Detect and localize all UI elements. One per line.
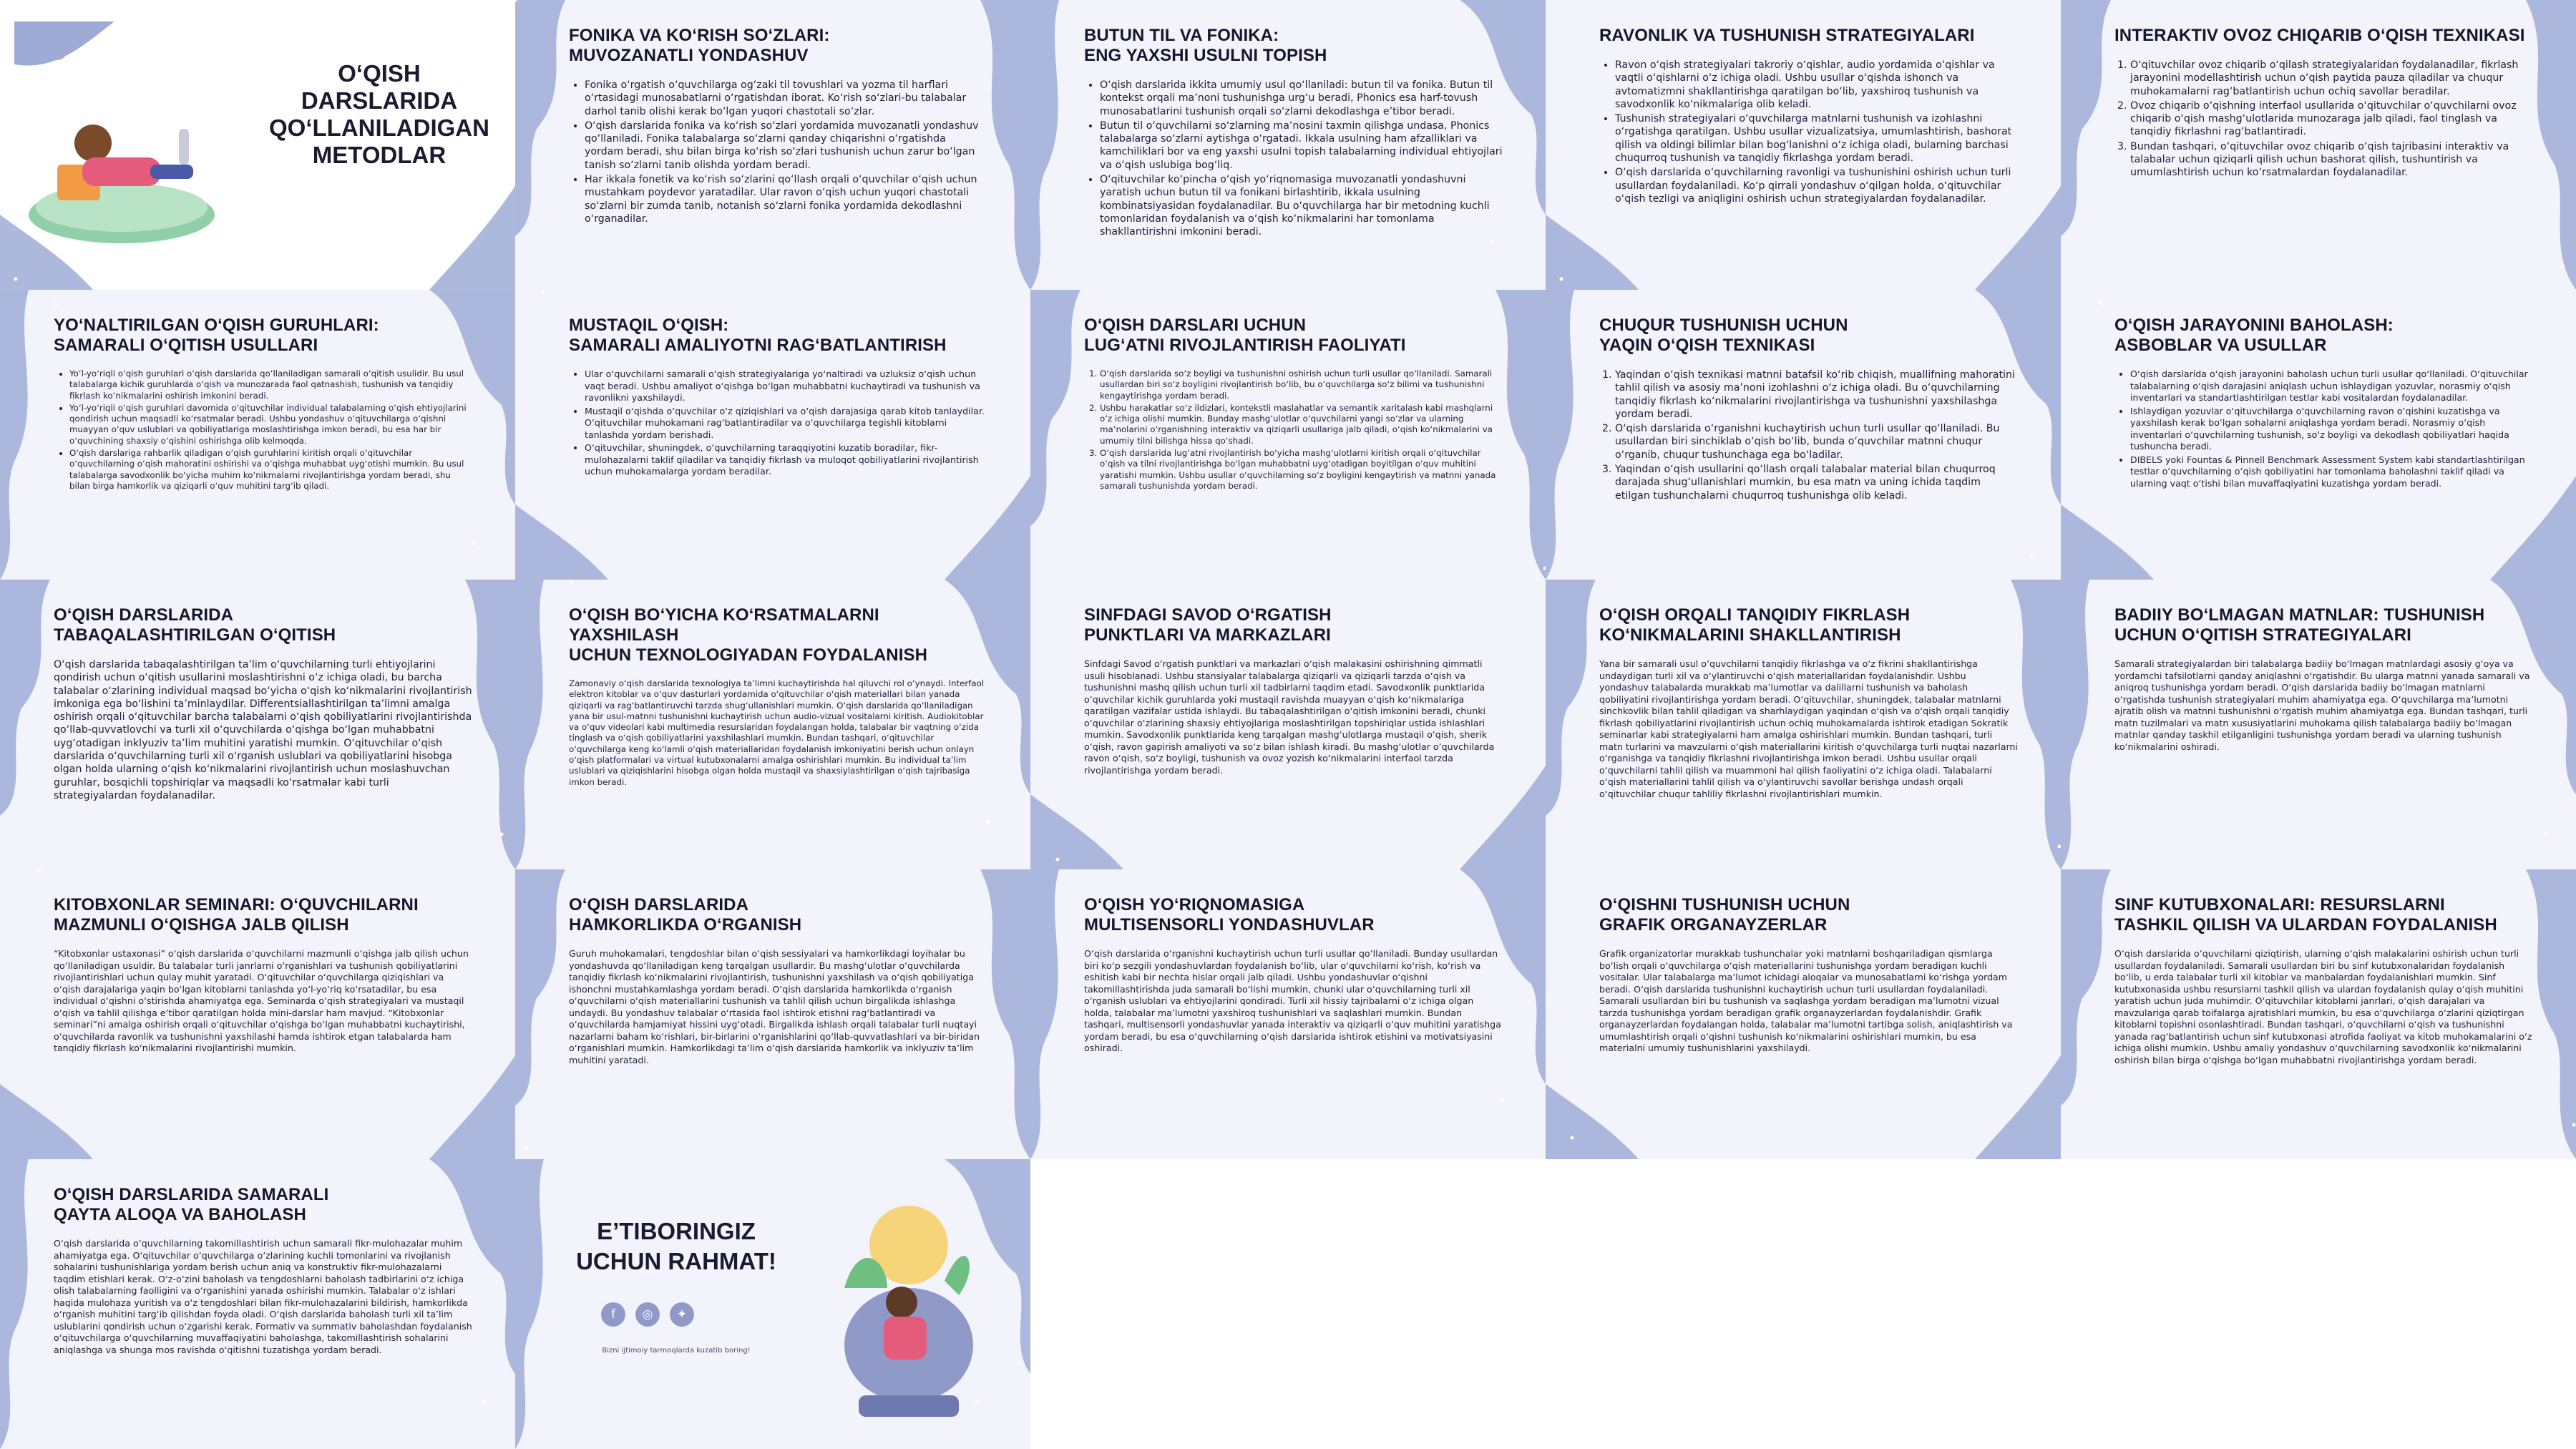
slide-title: O‘QISH JARAYONINI BAHOLASH: ASBOBLAR VA USULLAR [2114,316,2394,355]
slide-paragraph: O‘qish darslarida o‘quvchilarning takomillashtirish uchun samarali fikr-mulohazalar muhim ahamiyatga ega. O‘qituvchilar o‘quvchilarga o‘zlarining kuchli tomonlarini va rivojlanish sohalarini tushunishlariga yordam berish uchun aniq va konstruktiv fikr-mulohazalarni taqdim etishlari kerak. O‘z-o‘zini baholash va tengdoshlarni baholash tadbirlarini o‘z ichiga olish talabalarning faolligini va o‘rganishini yanada oshirishi mumkin. Talabalar o‘z ishlari haqida mulohaza yuritish va o‘z tengdoshlari bilan fikr-mulohazalarini bildirish, hamkorlikda o‘rganish muhitini targ‘ib qilishdan foyda oladi. O‘qish darslarida baholash turli xil ta’lim uslublarini qondirish uchun o‘zgarishi kerak. Formativ va summativ baholashdan foydalanish o‘qituvchilarga o‘quvchilarning muvaffaqiyatini baholashga, takomillashtirish sohalarini aniqlashga va shunga mos ravishda o‘qitishni tuzatishga yordam beradi. [54,1238,472,1355]
content-slide [515,580,1030,869]
content-slide [2061,580,2576,869]
slide-title: INTERAKTIV OVOZ CHIQARIB O‘QISH TEXNIKASI [2114,26,2525,45]
content-slide [1546,290,2061,580]
list-item: 1. Yaqindan o‘qish texnikasi matnni batafsil ko‘rib chiqish, muallifning mahoratini tahlil qilish va asosiy ma’noni izohlashni o‘z ichiga oladi. Bu o‘quvchilarning tanqidiy fikrlash ko‘nikmalarini rivojlantirishga va tushunishni yaxshilashga yordam beradi. [1615,369,2018,421]
slide-content [1084,895,1503,1151]
slide-content [2114,26,2533,281]
list-item: 2. Ovoz chiqarib o‘qishning interfaol usullarida o‘qituvchilar o‘quvchilarni ovoz chiqarib o‘qish mashg‘ulotlarida munozaraga jalb qiladi, faol tinglash va tanqidiy fikrlashni rag‘batlantiradi. [2130,99,2533,139]
list-item: • DIBELS yoki Fountas & Pinnell Benchmark Assessment System kabi standartlashtirilgan testlar o‘quvchilarning o‘qish qobiliyatini har tomonlama baholashni taklif qiladi va ularning vaqt o‘tishi bilan muvaffaqiyatini kuzatishga yordam beradi. [2130,454,2533,490]
slide-title: O‘QISH DARSLARI UCHUN LUG‘ATNI RIVOJLANTIRISH FAOLIYATI [1084,316,1406,355]
list-item: 2. Ushbu harakatlar so‘z ildizlari, kontekstli maslahatlar va semantik xaritalash kabi mashqlarni o‘z ichiga olishi mumkin. Bunday mashg‘ulotlar o‘quvchilarni yangi so‘zlar va ularning ma’nolarini o‘rganishning interaktiv va qiziqarli usullariga jalb qiladi, o‘qish ko‘nikmalarini va umumiy tilni bilishga hissa qo‘shadi. [1100,403,1503,447]
empty-area [1030,1159,2576,1449]
slide-paragraph: Yana bir samarali usul o‘quvchilarni tanqidiy fikrlashga va o‘z fikrini shakllantirishga undaydigan turli xil va o‘ylantiruvchi o‘qish materiallaridan foydalanishdir. Ushbu yondashuv talabalarda murakkab ma’lumotlar va dalillarni tushunish va baholash qobiliyatini rivojlantirishga yordam beradi. O‘qituvchilar, shuningdek, talabalar matnlarni sinchkovlik bilan tahlil qiladigan va sharhlaydigan yaqindan o‘qish va o‘qish orqali tanqidiy fikrlash qobiliyatlarini rivojlantirish uchun ochiq muhokamalarda ishtirok etadigan Sokratik seminarlar kabi strategiyalarni ham amalga oshirishlari mumkin. Bundan tashqari, turli matn turlarini va mavzularni o‘qish materiallarini kiritish o‘quvchilarga turli nuqtai nazarlarni o‘rganishga va tanqidiy fikrlashni rivojlantirishga imkon beradi. Ushbu usullar orqali o‘quvchilarni tahlil qilish va muammoni hal qilish faoliyatini o‘z ichiga oladi. Talabalarni o‘qish materiallarini tahlil qilish va o‘ylantiruvchi savollar berishga undash orqali o‘qituvchilar chuqur tahliliy fikrlashni rivojlantirishlari mumkin. [1599,658,2018,799]
slide-content [2114,895,2533,1151]
slide-content [1599,895,2018,1151]
slide-title: O‘QISHNI TUSHUNISH UCHUN GRAFIK ORGANAYZERLAR [1599,895,1850,935]
list-item: 2. O‘qish darslarida o‘rganishni kuchaytirish uchun turli usullar qo‘llaniladi. Bu usullardan biri sinchiklab o‘qish bo‘lib, bunda o‘quvchilar matnni chuqur o‘rganib, chuqur tushunchaga ega bo‘ladilar. [1615,422,2018,462]
slide-content [1599,316,2018,571]
slide-title: BADIIY BO‘LMAGAN MATNLAR: TUSHUNISH UCHUN O‘QITISH STRATEGIYALARI [2114,605,2485,645]
bullet-list [2114,369,2533,489]
slide-title: O‘QISH YO‘RIQNOMASIGA MULTISENSORLI YONDASHUVLAR [1084,895,1375,935]
slide-paragraph: O‘qish darslarida tabaqalashtirilgan ta’lim o‘quvchilarning turli ehtiyojlarini qondirish uchun o‘qitish usullarini moslashtirishni o‘z ichiga oladi, bu barcha talabalar o‘zlarining individual maqsad bo‘yicha o‘qish ko‘nikmalarini rivojlantirish imkoniga ega bo‘lishini ta’minlaydilar. Differentsiallashtirilgan ta’limni amalga oshirish orqali o‘qituvchilar barcha talabalarni o‘qish qobiliyatlarini rivojlantirishda qo‘llab-quvvatlovchi va turli xil o‘quvchilarda o‘qishga bo‘lgan muhabbatni uyg‘otadigan inklyuziv ta’lim muhitini yaratishi mumkin. O‘qituvchilar o‘qish darslarida o‘quvchilarning turli xil o‘rganish uslublari va qobiliyatlarini hisobga olgan holda ularning o‘qish ko‘nikmalarini rivojlantirish uchun moslashuvchan guruhlar, bosqichli topshiriqlar va maqsadli ko‘rsatmalar kabi turli strategiyalardan foydalanadilar. [54,659,472,801]
slide-title: KITOBXONLAR SEMINARI: O‘QUVCHILARNI MAZMUNLI O‘QISHGA JALB QILISH [54,895,419,935]
content-slide [1030,290,1546,580]
slide-title: YO‘NALTIRILGAN O‘QISH GURUHLARI: SAMARALI O‘QITISH USULLARI [54,316,379,355]
presentation-title: O‘QISH DARSLARIDA QO‘LLANILADIGAN METODLAR [269,60,489,168]
bullet-list [569,79,987,225]
instagram-icon[interactable]: ◎ [635,1302,660,1327]
slide-paragraph: Grafik organizatorlar murakkab tushunchalar yoki matnlarni boshqariladigan qismlarga bo‘lish orqali o‘quvchilarga o‘qish materiallarini tushunishga yordam beradigan kuchli vositalar. Ular talabalarga ma’lumot ichidagi aloqalar va munosabatlarni ko‘rishga yordam beradi. O‘qish darslarida tushunishni kuchaytirish uchun turli usullardan foydalaniladi. Samarali usullardan biri bu tushunish va saqlashga yordam beradigan ma’lumotni vizual tarzda tushunishga yordam beradigan grafik organayzerlardan foydalanishdir. Grafik organayzerlardan foydalangan holda, talabalar ma’lumotni tartibga solish, aniqlashtirish va umumlashtirish orqali o‘qishni tushunish ko‘nikmalarini oshirishlari mumkin, bu esa materialni umumiy tushunishlarini yaxshilaydi. [1599,948,2013,1053]
list-item: 1. O‘qituvchilar ovoz chiqarib o‘qilash strategiyalaridan foydalanadilar, fikrlash jarayonini modellashtirish uchun o‘qish paytida pauza qiladilar va chuqur muhokamalarni rag‘batlantirish uchun ochiq savollar beradilar. [2130,59,2533,98]
reading-chair-illustration [801,1181,1016,1438]
slide-paragraph: Zamonaviy o‘qish darslarida texnologiya ta’limni kuchaytirishda hal qiluvchi rol o‘ynaydi. Interfaol elektron kitoblar va o‘quv dasturlari yordamida o‘qituvchilar o‘qish materiallari bilan yanada qiziqarli va rag‘batlantiruvchi tarzda shug‘ullanishlari mumkin. O‘qish darslarida qo‘llaniladigan yana bir usul-matnni tushunishni kuchaytirish uchun audio-vizual vositalarni kiritish. Audiokitoblar va o‘quv videolari kabi multimedia resurslaridan foydalangan holda, talabalar bir vaqtning o‘zida tinglash va o‘qish qobiliyatlarini yaxshilashlari mumkin. Bundan tashqari, o‘qituvchilar o‘quvchilarga keng ko‘lamli o‘qish materiallaridan foydalanish imkoniyatini berish uchun onlayn o‘qish platformalari va virtual kutubxonalarni amalga oshirishlari mumkin. Bu individual ta’lim uslublari va qiziqishlarini hisobga olgan holda mustaqil va shaxsiylashtirilgan o‘qish tajribasiga imkon beradi. [569,678,985,787]
slide-content [54,1185,472,1440]
content-slide [1030,0,1546,290]
bullet-list [1084,79,1503,239]
thanks-title: E’TIBORINGIZ UCHUN RAHMAT! [576,1218,776,1274]
social-icons [601,1302,694,1327]
slide-title: O‘QISH DARSLARIDA TABAQALASHTIRILGAN O‘QITISH [54,605,336,645]
content-slide [1546,580,2061,869]
slide-title: O‘QISH ORQALI TANQIDIY FIKRLASH KO‘NIKMALARINI SHAKLLANTIRISH [1599,605,1911,645]
slide-content [1599,26,2018,281]
list-item: • Tushunish strategiyalari o‘quvchilarga matnlarni tushunish va izohlashni o‘rgatishga qaratilgan. Ushbu usullar vizualizatsiya, umumlashtirish, bashorat qilish va oldingi bilimlar bilan bog‘lanishni o‘z ichiga oladi, bularning barchasi chuqurroq tushunish va tanqidiy fikrlashga yordam beradi. [1615,112,2018,165]
slide-title: SINFDAGI SAVOD O‘RGATISH PUNKTLARI VA MARKAZLARI [1084,605,1332,645]
bullet-list [54,369,472,492]
slide-content [1084,605,1503,861]
numbered-list [1599,369,2018,502]
slide-title: O‘QISH BO‘YICHA KO‘RSATMALARNI YAXSHILASH UCHUN TEXNOLOGIYADAN FOYDALANISH [569,605,928,665]
content-slide [2061,869,2576,1159]
bullet-list [569,369,987,478]
bullet-list [1599,59,2018,205]
content-slide [515,869,1030,1159]
list-item: • Har ikkala fonetik va ko‘rish so‘zlarini qo‘llash orqali o‘quvchilar o‘qish uchun mustahkam poydevor yaratadilar. Ular ravon o‘qish uchun yuqori chastotali so‘zlarni bir zumda tanib, notanish so‘zlarni fonika yordamida dekodlashni o‘rganadilar. [585,173,987,225]
list-item: • O‘qituvchilar, shuningdek, o‘quvchilarning taraqqiyotini kuzatib boradilar, fikr-mulohazalarni taklif qiladilar va tanqidiy fikrlash va muloqot qobiliyatlarini rivojlantirish uchun muhokamalarga yordam beradilar. [585,442,987,478]
list-item: 1. O‘qish darslarida so‘z boyligi va tushunishni oshirish uchun turli usullar qo‘llaniladi. Samarali usullardan biri so‘z boyligini rivojlantirish bo‘lib, bu o‘quvchilarga so‘z bilimi va tushunishni kengaytirishga yordam beradi. [1100,369,1503,401]
slide-content [54,895,472,1151]
slide-content [2114,316,2533,571]
list-item: • Fonika o‘rgatish o‘quvchilarga og‘zaki til tovushlari va yozma til harflari o‘rtasidagi munosabatlarni o‘rgatishdan iborat. Ko‘rish so‘zlari-bu talabalar darhol tanib olishi kerak bo‘lgan yuqori chastotali so‘zlar. [585,79,987,118]
list-item: • O‘qish darslarida fonika va ko‘rish so‘zlari yordamida muvozanatli yondashuv qo‘llaniladi. Fonika talabalarga so‘zlarni qanday chiqarishni o‘rgatishda yordam beradi, shu bilan birga ko‘rish so‘zlari tushunish uchun zarur bo‘lgan tanish so‘zlarni tanib olishda yordam beradi. [585,119,987,172]
twitter-icon[interactable]: ✦ [670,1302,694,1327]
slide-paragraph: O‘qish darslarida o‘quvchilarni qiziqtirish, ularning o‘qish malakalarini oshirish uchun turli usullardan foydalaniladi. Samarali usullardan biri bu sinf kutubxonalaridan foydalanish bo‘lib, u erda talabalar turli xil kitoblar va manbalardan foydalanishlari mumkin. Sinf kutubxonasida ushbu resurslarni tashkil qilish va ulardan foydalanish qulay o‘qish muhitini yaratish uchun juda muhimdir. O‘qituvchilar kitoblarni janrlari, o‘qish darajalari va mavzulariga qarab toifalarga ajratishlari mumkin, bu esa o‘quvchilarga o‘zlarini qiziqtirgan kitoblarni topishni osonlashtiradi. Bundan tashqari, o‘quvchilarni o‘qish va tushunishni yanada rag‘batlantirish uchun sinf kutubxonasi atrofida faoliyat va kitob muhokamalarini o‘z ichiga olishi mumkin. Ushbu amaliy yondashuv o‘quvchilarning savodxonlik ko‘nikmalarini oshirish bilan birga o‘qishga bo‘lgan muhabbatni rivojlantirishga yordam beradi. [2114,948,2532,1065]
slide-paragraph: Sinfdagi Savod o‘rgatish punktlari va markazlari o‘qish malakasini oshirishning qimmatli usuli hisoblanadi. Ushbu stansiyalar talabalarga qiziqarli va qiziqarli tarzda o‘qish va tushunishni mashq qilish uchun turli xil tadbirlarni taqdim etadi. Savodxonlik punktlarida o‘quvchilar kichik guruhlarda yoki mustaqil ravishda muayyan o‘qish ko‘nikmalariga qaratilgan vazifalar ustida ishlaydi. Bu tabaqalashtirilgan o‘qitish imkonini beradi, chunki o‘quvchilar o‘zlarining shaxsiy ehtiyojlariga moslashtirilgan topshiriqlar ustida ishlashlari mumkin. Savodxonlik punktlarida keng tarqalgan mashg‘ulotlarga mustaqil o‘qish, sherik o‘qish, ravon gapirish amaliyoti va so‘z bilan ishlash kiradi. Bu mashg‘ulotlar o‘quvchilarda ravon o‘qish, so‘z boyligi, tushunish va ovoz yozish ko‘nikmalarini interfaol tarzda rivojlantirishga yordam beradi. [1084,658,1495,776]
slide-paragraph: Guruh muhokamalari, tengdoshlar bilan o‘qish sessiyalari va hamkorlikdagi loyihalar bu yondashuvda qo‘llaniladigan keng tarqalgan usullardir. Bu mashg‘ulotlar o‘quvchilarda tanqidiy fikrlash ko‘nikmalarini rivojlantirish, tushunishni yaxshilash va o‘qish qobiliyatiga ishonchni mustahkamlashga yordam beradi. O‘qish darslarida hamkorlikda o‘rganish o‘quvchilarni o‘qish materiallarini tushunish va tahlil qilish uchun birgalikda ishlashga undaydi. Bu yondashuv talabalar o‘rtasida faol ishtirok etishni rag‘batlantiradi va o‘quvchilarda hamjamiyat hissini uyg‘otadi. Birgalikda ishlash orqali talabalar turli nuqtayi nazarlarni baham ko‘rishlari, bir-birlarini o‘rganishlarini qo‘llab-quvvatlashlari va bir-biridan o‘rganishlari mumkin. Hamkorlikdagi ta’lim o‘qish darslarida hamkorlik va inklyuziv ta’lim muhitini yaratadi. [569,948,980,1065]
slide-title: MUSTAQIL O‘QISH: SAMARALI AMALIYOTNI RAG‘BATLANTIRISH [569,316,947,355]
thanks-slide [515,1159,1030,1449]
content-slide [515,0,1030,290]
list-item: • Yo‘l-yo‘riqli o‘qish guruhlari o‘qish darslarida qo‘llaniladigan samarali o‘qitish usulidir. Bu usul talabalarga kichik guruhlarda o‘qish va munozarada faol qatnashish, tushunish va tanqidiy fikrlash ko‘nikmalarini oshirish imkonini beradi. [69,369,472,401]
title-slide [0,0,515,290]
list-item: • Butun til o‘quvchilarni so‘zlarning ma’nosini taxmin qilishga undasa, Phonics talabalarga so‘zlarni aytishga o‘rgatadi. Ikkala usulning ham afzalliklari va kamchiliklari bor va eng yaxshi usulni topish talabalarning individual ehtiyojlari va o‘qish uslubiga bog‘liq. [1100,119,1503,172]
content-slide [0,580,515,869]
numbered-list [2114,59,2533,180]
slide-content [1599,605,2018,861]
slide-content [2114,605,2533,861]
list-item: • O‘qish darslariga rahbarlik qiladigan o‘qish guruhlarini kiritish orqali o‘qituvchilar o‘quvchilarning o‘qish mahoratini oshirishi va o‘qishga muhabbat uyg‘otishi mumkin. Bu usul talabalarga savodxonlik bo‘yicha muhim ko‘nikmalarni rivojlantirishga yordam beradi, shu bilan birga hamkorlik va qiziqarli o‘quv muhitini targ‘ib qiladi. [69,448,472,492]
content-slide [1546,869,2061,1159]
slide-content [569,605,987,861]
content-slide [0,1159,515,1449]
content-slide [0,290,515,580]
follow-text: Bizni ijtimoiy tarmoqlarda kuzatib boring! [602,1347,751,1355]
slide-title: SINF KUTUBXONALARI: RESURSLARNI TASHKIL QILISH VA ULARDAN FOYDALANISH [2114,895,2497,935]
slide-title: CHUQUR TUSHUNISH UCHUN YAQIN O‘QISH TEXNIKASI [1599,316,1848,355]
slide-title: FONIKA VA KO‘RISH SO‘ZLARI: MUVOZANATLI YONDASHUV [569,26,830,65]
numbered-list [1084,369,1503,492]
list-item: 3. Bundan tashqari, o‘qituvchilar ovoz chiqarib o‘qish tajribasini interaktiv va talabalar uchun qiziqarli qilish uchun bashorat qilish, tushuntirish va umumlashtirish uchun ko‘rsatmalardan foydalanadilar. [2130,140,2533,180]
slide-paragraph: Samarali strategiyalardan biri talabalarga badiiy bo‘lmagan matnlardagi asosiy g‘oya va yordamchi tafsilotlarni qanday aniqlashni o‘rgatishdir. Bu ularga matnni yanada samarali va aniqroq tushunishga yordam beradi. O‘qish darslarida badiiy bo‘lmagan matnlarni o‘rgatishda tushunish strategiyalari muhim ahamiyatga ega. O‘quvchilarga ma’lumotni ajratib olish va matnni tushunishni o‘rgatish muhim ahamiyatga ega. Bundan tashqari, turli matn tuzilmalari va matn xususiyatlarini muhokama qilish talabalarga badiiy bo‘lmagan matnlar qanday taskhil etilganligini tushunishga yordam beradi va ularning tushunish ko‘nikmalarini oshiradi. [2114,658,2530,752]
slide-content [1084,316,1503,571]
content-slide [515,290,1030,580]
slide-content [569,895,987,1151]
list-item: • O‘qish darslarida o‘quvchilarning ravonligi va tushunishini oshirish uchun turli usullardan foydalaniladi. Ko‘p qirrali yondashuv o‘qilgan holda, o‘qituvchilar o‘qish tezligi va aniqligini oshirish uchun strategiyalardan foydalanadilar. [1615,166,2018,205]
slide-title: O‘QISH DARSLARIDA SAMARALI QAYTA ALOQA VA BAHOLASH [54,1185,329,1224]
list-item: • Mustaqil o‘qishda o‘quvchilar o‘z qiziqishlari va o‘qish darajasiga qarab kitob tanlaydilar. O‘qituvchilar muhokamani rag‘batlantiradilar va o‘quvchilarga tegishli kitoblarni tanlashda yordam berishadi. [585,406,987,441]
facebook-icon[interactable]: f [601,1302,625,1327]
slide-content [569,26,987,281]
list-item: 3. O‘qish darslarida lug‘atni rivojlantirish bo‘yicha mashg‘ulotlarni kiritish orqali o‘qituvchilar o‘qish va tilni rivojlantirishga bo‘lgan muhabbatni uyg‘otadigan boyitilgan o‘quv muhitini yaratishi mumkin. Ushbu usullar o‘quvchilarning so‘z boyligini kengaytirish va matnni yanada samarali tushunishda yordam beradi. [1100,448,1503,492]
list-item: • Ishlaydigan yozuvlar o‘qituvchilarga o‘quvchilarning ravon o‘qishini kuzatishga va yaxshilash kerak bo‘lgan sohalarni aniqlashga yordam beradi. Norasmiy o‘qish inventarlari o‘quvchilarning tushunish, so‘z boyligi va dekodlash qobiliyatlari haqida tushuncha beradi. [2130,406,2533,453]
list-item: 3. Yaqindan o‘qish usullarini qo‘llash orqali talabalar material bilan chuqurroq darajada shug‘ullanishlari mumkin, bu esa matn va uning ichida taqdim etilgan tushunchalarni chuqurroq tushunishga olib keladi. [1615,463,2018,502]
reading-child-illustration [14,21,258,265]
slide-content [1084,26,1503,281]
slide-title: RAVONLIK VA TUSHUNISH STRATEGIYALARI [1599,26,1975,45]
list-item: • O‘qish darslarida ikkita umumiy usul qo‘llaniladi: butun til va fonika. Butun til kontekst orqali ma’noni tushunishga urg‘u beradi, Phonics esa harf-tovush munosabatlarini tushunish orqali so‘zlarni dekodlashga e’tibor beradi. [1100,79,1503,118]
slide-paragraph: “Kitobxonlar ustaxonasi” o‘qish darslarida o‘quvchilarni mazmunli o‘qishga jalb qilish uchun qo‘llaniladigan usuldir. Bu talabalar turli janrlarni o‘rganishlari va tushunish qobiliyatlarini rivojlantirishlari uchun qulay muhit yaratadi. O‘qituvchilar o‘quvchilarga qiziqishlari va o‘qish darajalariga yaqin bo‘lgan kitoblarni tanlashda yo‘l-yo‘riq ko‘rsatadilar, bu esa individual o‘qishni o‘stirishda ahamiyatga ega. Seminarda o‘qish strategiyalari va mustaqil o‘qish va tahlil qilishga e’tibor qaratilgan holda mini-darslar ham mavjud. “Kitobxonlar seminari”ni amalga oshirish orqali o‘qituvchilar o‘qishga bo‘lgan muhabbatni kuchaytirishi, o‘quvchilarda ravonlik va tushunishni yaxshilashi hamda ishtirok etgan talabalarda ham tanqidiy fikrlash ko‘nikmalarini rivojlantirishi mumkin. [54,948,469,1053]
list-item: • Yo‘l-yo‘riqli o‘qish guruhlari davomida o‘qituvchilar individual talabalarning o‘qish ehtiyojlarini qondirish uchun maqsadli ko‘rsatmalar beradi. Ushbu yondashuv o‘qituvchilarga o‘qishni muayyan o‘quv uslublari va qobiliyatlariga moslashtirishga imkon beradi, bu esa har bir o‘quvchining shaxsiy o‘qishini oshirishga olib kelmoqda. [69,403,472,447]
slide-paragraph: O‘qish darslarida o‘rganishni kuchaytirish uchun turli usullar qo‘llaniladi. Bunday usullardan biri ko‘p sezgili yondashuvlardan foydalanish bo‘lib, ular o‘quvchilarni ko‘rish, ko‘rish va eshitish kabi bir nechta hislar orqali jalb qiladi. Ushbu yondashuvlar o‘qishni takomillashtirishda juda samarali bo‘lishi mumkin, chunki ular o‘quvchilarning turli xil o‘rganish uslublari va ehtiyojlarini qondiradi. Turli xil hissiy tajribalarni o‘z ichiga olgan holda, talabalar ma’lumotni yaxshiroq tushunishlari va saqlashlari mumkin. Bundan tashqari, multisensorli yondashuvlar yanada interaktiv va qiziqarli o‘quv muhitini yaratishga yordam beradi, bu esa o‘quvchilarning o‘qish darslarida ishtirok etishini va motivatsiyasini oshiradi. [1084,948,1501,1053]
content-slide [0,869,515,1159]
content-slide [2061,0,2576,290]
list-item: • Ravon o‘qish strategiyalari takroriy o‘qishlar, audio yordamida o‘qishlar va vaqtli o‘qishlarni o‘z ichiga oladi. Ushbu usullar o‘qishda ishonch va avtomatizmni shakllantirishga qaratilgan bo‘lib, yaxshiroq tushunish va savodxonlik ko‘nikmalariga olib keladi. [1615,59,2018,111]
content-slide [1030,869,1546,1159]
slide-content [54,605,472,861]
content-slide [2061,290,2576,580]
list-item: • O‘qituvchilar ko‘pincha o‘qish yo‘riqnomasiga muvozanatli yondashuvni yaratish uchun butun til va fonikani birlashtirib, ikkala usulning kombinatsiyasidan foydalanadilar. Bu o‘quvchilarga har bir metodning kuchli tomonlaridan foydalanish va o‘qish ko‘nikmalarini har tomonlama shakllantirishni imkonini beradi. [1100,173,1503,238]
content-slide [1546,0,2061,290]
slide-title: O‘QISH DARSLARIDA HAMKORLIKDA O‘RGANISH [569,895,802,935]
slide-content [569,316,987,571]
content-slide [1030,580,1546,869]
list-item: • O‘qish darslarida o‘qish jarayonini baholash uchun turli usullar qo‘llaniladi. O‘qituvchilar talabalarning o‘qish darajasini aniqlash uchun ishlaydigan yozuvlar, norasmiy o‘qish inventarlari va standartlashtirilgan testlar kabi vositalardan foydalanadilar. [2130,369,2533,404]
list-item: • Ular o‘quvchilarni samarali o‘qish strategiyalariga yo‘naltiradi va uzluksiz o‘qish uchun vaqt beradi. Ushbu amaliyot o‘qishga bo‘lgan muhabbatni kuchaytiradi va tushunish va ravonlikni yaxshilaydi. [585,369,987,404]
slide-content [54,316,472,571]
slide-title: BUTUN TIL VA FONIKA: ENG YAXSHI USULNI TOPISH [1084,26,1327,65]
